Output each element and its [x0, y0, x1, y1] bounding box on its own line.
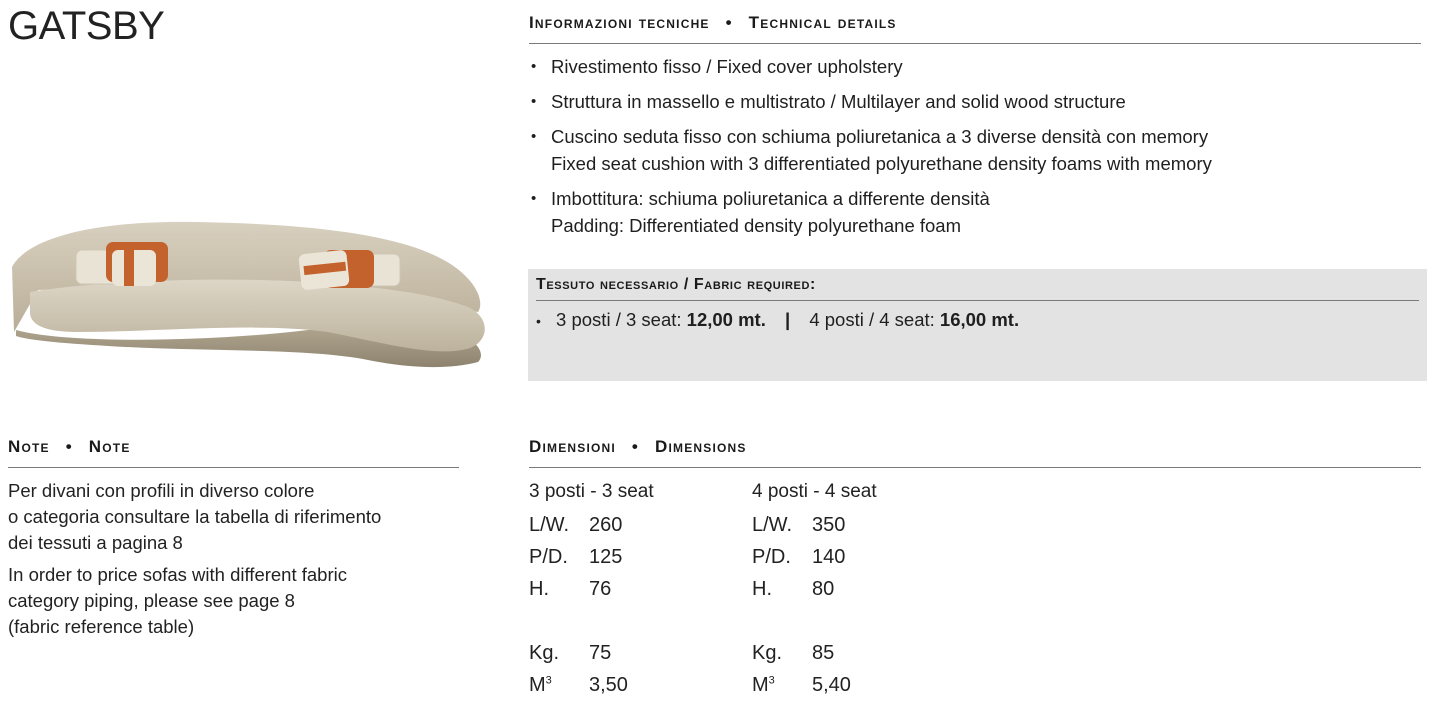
technical-item: • Rivestimento fisso / Fixed cover upholstery	[529, 53, 1419, 80]
product-title: GATSBY	[8, 4, 165, 48]
dimensions-4seat	[752, 479, 877, 701]
dim-row: P/D. 140	[752, 545, 846, 568]
dimensions-3seat-table	[529, 509, 628, 701]
note-rule	[8, 467, 459, 468]
technical-item: • Cuscino seduta fisso con schiuma poliuretanica a 3 diverse densità con memory Fixed seat cushion with 3 differentiated polyurethane density foams with memory	[529, 123, 1419, 177]
dim-row: Kg. 85	[752, 641, 835, 664]
sofa-image	[8, 212, 490, 372]
technical-heading-en: Technical details	[748, 13, 897, 32]
technical-heading	[529, 13, 897, 33]
heading-separator: •	[725, 13, 733, 32]
fabric-4seat-value: 16,00 mt.	[939, 309, 1020, 330]
technical-item: • Struttura in massello e multistrato / Multilayer and solid wood structure	[529, 88, 1419, 115]
fabric-heading: Tessuto necessario / Fabric required:	[536, 276, 816, 293]
heading-separator: •	[631, 437, 640, 456]
fabric-3seat-value: 12,00 mt.	[686, 309, 766, 330]
dim-row: $M^3$ 5,40	[752, 673, 851, 696]
dim-row: L/W. 350	[752, 513, 846, 536]
fabric-separator: |	[784, 309, 791, 330]
dim-row: L/W. 260	[529, 513, 623, 536]
dimensions-3seat-title: 3 posti - 3 seat	[529, 481, 654, 502]
technical-list	[529, 53, 1419, 247]
dimensions-4seat-title: 4 posti - 4 seat	[752, 481, 877, 502]
note-heading: Note • Note	[8, 437, 131, 456]
heading-separator: •	[65, 437, 73, 456]
dim-row: $M^3$ 3,50	[529, 673, 628, 696]
dimensions-3seat	[529, 479, 654, 701]
fabric-4seat-label: 4 posti / 4 seat:	[809, 309, 935, 330]
fabric-bullet: •	[536, 313, 541, 329]
note-english: In order to price sofas with different fabric category piping, please see page 8 (fabric reference table)	[8, 564, 347, 637]
fabric-values	[536, 309, 1019, 331]
dim-row: H. 76	[529, 577, 612, 600]
dimensions-rule	[529, 467, 1421, 468]
dim-row: P/D. 125	[529, 545, 623, 568]
technical-rule	[529, 43, 1421, 44]
technical-item: • Imbottitura: schiuma poliuretanica a differente densità Padding: Differentiated density polyurethane foam	[529, 185, 1419, 239]
fabric-required-box	[528, 269, 1427, 381]
dimensions-heading: Dimensioni • Dimensions	[529, 437, 747, 456]
dim-row: Kg. 75	[529, 641, 612, 664]
dim-row: H. 80	[752, 577, 835, 600]
fabric-rule	[536, 300, 1419, 301]
fabric-3seat-label: 3 posti / 3 seat:	[556, 309, 682, 330]
technical-heading-it: Informazioni tecniche	[529, 13, 710, 32]
note-italian: Per divani con profili in diverso colore o categoria consultare la tabella di riferimento dei tessuti a pagina 8	[8, 480, 382, 553]
dimensions-4seat-table	[752, 509, 851, 701]
